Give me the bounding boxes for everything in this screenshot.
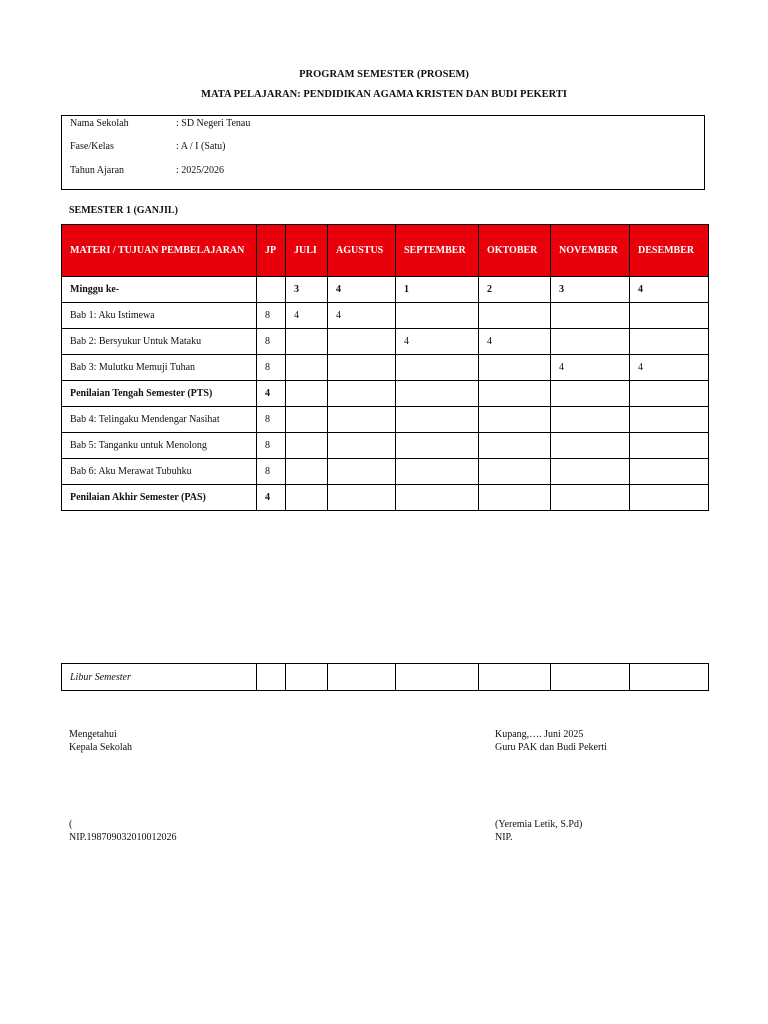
table-cell [479, 485, 551, 511]
table-cell [286, 381, 328, 407]
table-cell [479, 433, 551, 459]
table-cell: 3 [286, 277, 328, 303]
table-cell: 4 [328, 277, 396, 303]
table-row [62, 381, 709, 407]
header-materi: MATERI / TUJUAN PEMBELAJARAN [62, 225, 257, 277]
table-cell [396, 459, 479, 485]
table-cell [479, 459, 551, 485]
table-cell: 4 [630, 355, 709, 381]
row-label-cell: Bab 6: Aku Merawat Tubuhku [62, 459, 257, 485]
info-label: Tahun Ajaran [70, 165, 125, 176]
table-cell: 8 [257, 355, 286, 381]
table-cell [328, 485, 396, 511]
table-cell [551, 459, 630, 485]
info-value: : A / I (Satu) [176, 141, 226, 152]
table-cell: 4 [630, 277, 709, 303]
table-cell [396, 664, 479, 691]
table-cell [328, 381, 396, 407]
table-cell [328, 407, 396, 433]
table-cell: 4 [328, 303, 396, 329]
header-agustus: AGUSTUS [328, 225, 396, 277]
table-cell [396, 485, 479, 511]
info-value: : 2025/2026 [176, 165, 225, 176]
right-line2: Guru PAK dan Budi Pekerti [495, 742, 607, 753]
info-value: : SD Negeri Tenau [176, 118, 251, 129]
table-cell [479, 303, 551, 329]
header-september: SEPTEMBER [396, 225, 479, 277]
row-label-cell: Bab 4: Telingaku Mendengar Nasihat [62, 407, 257, 433]
table-cell: 4 [257, 381, 286, 407]
document-title: PROGRAM SEMESTER (PROSEM) [299, 69, 469, 80]
table-cell [396, 433, 479, 459]
table-row [62, 355, 709, 381]
left-name: ( [69, 819, 73, 830]
table-cell: 4 [551, 355, 630, 381]
table-cell [396, 407, 479, 433]
info-label: Nama Sekolah [70, 118, 129, 129]
table-cell [551, 303, 630, 329]
table-cell: 1 [396, 277, 479, 303]
table-cell [328, 355, 396, 381]
info-row-year [70, 165, 224, 176]
right-nip: NIP. [495, 832, 513, 843]
info-label: Fase/Kelas [70, 141, 114, 152]
table-cell: 4 [257, 485, 286, 511]
table-row [62, 329, 709, 355]
table-cell: 4 [286, 303, 328, 329]
table-cell: 2 [479, 277, 551, 303]
table-row [62, 277, 709, 303]
row-label-cell: Minggu ke- [62, 277, 257, 303]
right-line1: Kupang,…. Juni 2025 [495, 729, 584, 740]
table-row [62, 664, 709, 691]
signature-left-name [69, 818, 177, 844]
document-subtitle: MATA PELAJARAN: PENDIDIKAN AGAMA KRISTEN DAN BUDI PEKERTI [201, 89, 567, 100]
table-row [62, 303, 709, 329]
table-cell [396, 381, 479, 407]
table-cell: 8 [257, 303, 286, 329]
table-cell [286, 459, 328, 485]
table-cell: 3 [551, 277, 630, 303]
row-label-cell: Penilaian Akhir Semester (PAS) [62, 485, 257, 511]
table-cell [630, 407, 709, 433]
table-cell [630, 433, 709, 459]
right-name: (Yeremia Letik, S.Pd) [495, 819, 583, 830]
table-cell [551, 407, 630, 433]
table-cell [630, 329, 709, 355]
table-cell [630, 381, 709, 407]
row-label-cell: Bab 2: Bersyukur Untuk Mataku [62, 329, 257, 355]
table-cell [396, 355, 479, 381]
signature-right-name [495, 818, 582, 844]
row-label-cell: Penilaian Tengah Semester (PTS) [62, 381, 257, 407]
school-info-box [61, 115, 705, 190]
table-cell: 4 [396, 329, 479, 355]
row-label-cell: Bab 5: Tanganku untuk Menolong [62, 433, 257, 459]
signature-right-heading [495, 728, 607, 754]
table-cell [286, 407, 328, 433]
table-cell [551, 433, 630, 459]
table-cell [630, 664, 709, 691]
left-nip: NIP.198709032010012026 [69, 832, 177, 843]
table-cell [257, 664, 286, 691]
table-cell [257, 277, 286, 303]
table-cell: 8 [257, 329, 286, 355]
program-table [61, 224, 709, 511]
table-cell [396, 303, 479, 329]
table-cell [551, 381, 630, 407]
header-jp: JP [257, 225, 286, 277]
table-cell [479, 407, 551, 433]
table-cell [286, 329, 328, 355]
table-cell [479, 355, 551, 381]
table-row [62, 459, 709, 485]
table-cell [328, 664, 396, 691]
table-cell [328, 459, 396, 485]
table-cell [328, 329, 396, 355]
table-cell [630, 459, 709, 485]
row-label-cell: Bab 1: Aku Istimewa [62, 303, 257, 329]
holiday-label: Libur Semester [62, 664, 257, 691]
info-row-school [70, 118, 250, 129]
left-line1: Mengetahui [69, 729, 117, 740]
table-cell [551, 485, 630, 511]
table-cell [551, 329, 630, 355]
table-cell: 4 [479, 329, 551, 355]
table-cell [286, 355, 328, 381]
table-cell: 8 [257, 459, 286, 485]
table-cell [479, 664, 551, 691]
semester-heading: SEMESTER 1 (GANJIL) [69, 205, 178, 216]
table-row [62, 433, 709, 459]
table-cell [286, 664, 328, 691]
left-line2: Kepala Sekolah [69, 742, 133, 753]
table-cell [286, 433, 328, 459]
table-cell [286, 485, 328, 511]
header-november: NOVEMBER [551, 225, 630, 277]
row-label-cell: Bab 3: Mulutku Memuji Tuhan [62, 355, 257, 381]
signature-left-heading [69, 728, 132, 754]
table-cell [551, 664, 630, 691]
table-cell [630, 303, 709, 329]
header-desember: DESEMBER [630, 225, 709, 277]
table-row [62, 407, 709, 433]
table-cell [328, 433, 396, 459]
header-juli: JULI [286, 225, 328, 277]
table-cell: 8 [257, 433, 286, 459]
table-row [62, 485, 709, 511]
header-oktober: OKTOBER [479, 225, 551, 277]
info-row-class [70, 141, 225, 152]
table-cell [479, 381, 551, 407]
table-cell: 8 [257, 407, 286, 433]
table-cell [630, 485, 709, 511]
holiday-table [61, 663, 709, 691]
table-header-row [62, 225, 709, 277]
